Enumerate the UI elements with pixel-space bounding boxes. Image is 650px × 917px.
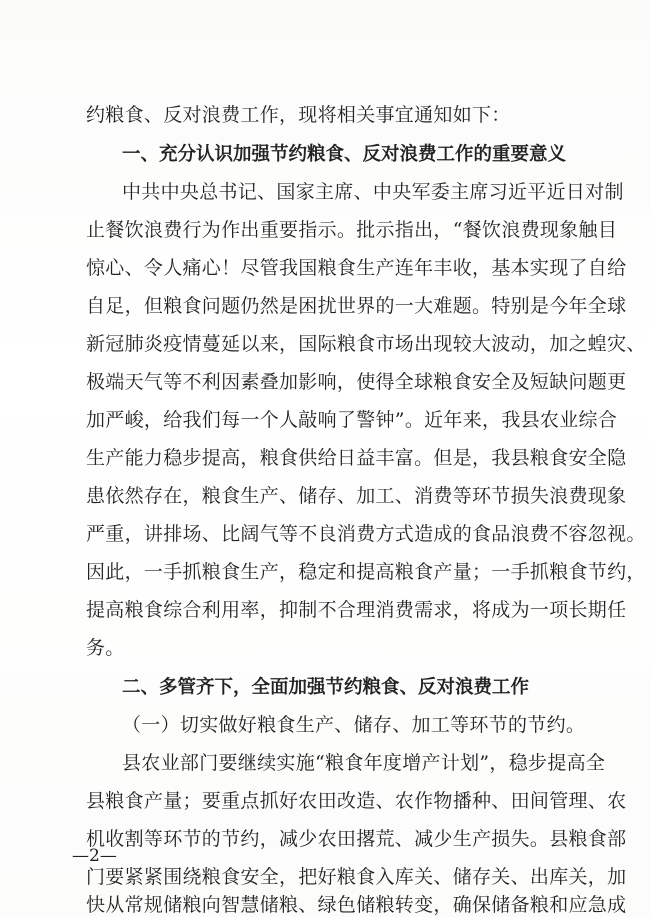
text-line: 因此，一手抓粮食生产，稳定和提高粮食产量；一手抓粮食节约， <box>86 561 646 583</box>
text-line: 惊心、令人痛心！尽管我国粮食生产连年丰收，基本实现了自给 <box>86 257 627 279</box>
text-line: 快从常规储粮向智慧储粮、绿色储粮转变，确保储备粮和应急成 <box>86 894 627 916</box>
section-heading: 二、多管齐下，全面加强节约粮食、反对浪费工作 <box>122 677 530 698</box>
text-line: 患依然存在，粮食生产、储存、加工、消费等环节损失浪费现象 <box>86 485 627 507</box>
text-line: 务。 <box>86 637 125 659</box>
text-line: 极端天气等不利因素叠加影响，使得全球粮食安全及短缺问题更 <box>86 371 627 393</box>
text-line: 提高粮食综合利用率，抑制不合理消费需求，将成为一项长期任 <box>86 599 627 621</box>
text-line: 自足，但粮食问题仍然是困扰世界的一大难题。特别是今年全球 <box>86 295 627 317</box>
text-line: 加严峻，给我们每一个人敲响了警钟”。近年来，我县农业综合 <box>86 409 618 431</box>
text-line: 止餐饮浪费行为作出重要指示。批示指出，“餐饮浪费现象触目 <box>86 219 618 241</box>
text-line: 门要紧紧围绕粮食安全，把好粮食入库关、储存关、出库关，加 <box>86 866 627 888</box>
page-number: —2— <box>72 846 117 866</box>
text-line: 机收割等环节的节约，减少农田撂荒、减少生产损失。县粮食部 <box>86 828 627 850</box>
text-line: 新冠肺炎疫情蔓延以来，国际粮食市场出现较大波动，加之蝗灾、 <box>86 333 646 355</box>
text-line: 县粮食产量；要重点抓好农田改造、农作物播种、田间管理、农 <box>86 790 627 812</box>
text-line: 中共中央总书记、国家主席、中央军委主席习近平近日对制 <box>122 181 624 203</box>
subsection-heading: （一）切实做好粮食生产、储存、加工等环节的节约。 <box>122 714 586 736</box>
text-line: 约粮食、反对浪费工作，现将相关事宜通知如下： <box>86 104 511 126</box>
section-heading: 一、充分认识加强节约粮食、反对浪费工作的重要意义 <box>122 144 567 165</box>
text-line: 县农业部门要继续实施“粮食年度增产计划”，稳步提高全 <box>122 752 606 774</box>
text-line: 严重，讲排场、比阔气等不良消费方式造成的食品浪费不容忽视。 <box>86 523 646 545</box>
text-line: 生产能力稳步提高，粮食供给日益丰富。但是，我县粮食安全隐 <box>86 447 627 469</box>
